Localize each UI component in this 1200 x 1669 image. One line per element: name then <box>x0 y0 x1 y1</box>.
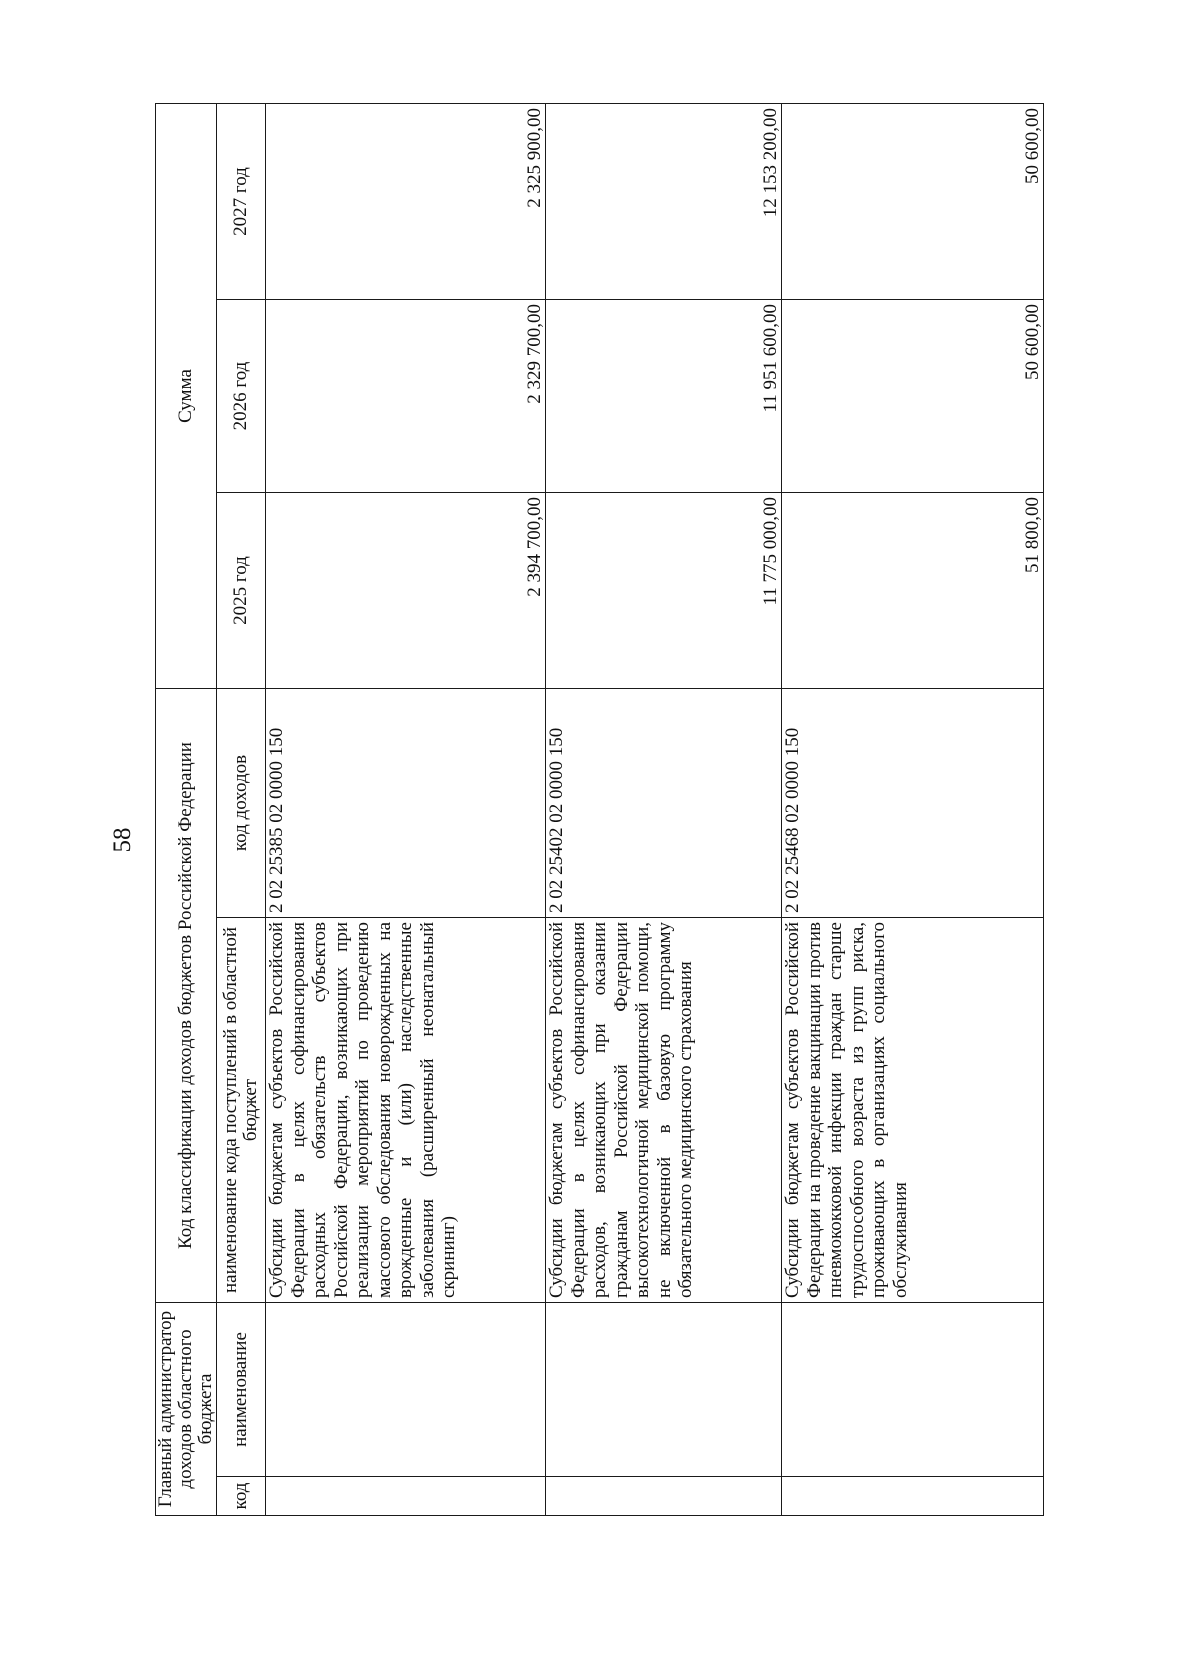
income-name-header: наименование кода поступлений в областной бюджет <box>217 918 266 1303</box>
page-number: 58 <box>109 827 136 853</box>
revenue-table <box>155 103 1044 1516</box>
sum-2027-cell: 2 325 900,00 <box>266 104 546 300</box>
year-2025-header: 2025 год <box>217 493 266 689</box>
sum-2026-cell: 2 329 700,00 <box>266 300 546 493</box>
sum-group-header: Сумма <box>156 104 217 689</box>
income-name-cell: Субсидии бюджетам субъектов Российской Федерации в целях софинансирования расходных обязательств субъектов Российской Федерации, возникающих при реализации мероприятий по проведению массового обследования новорожденных на врожденные и (или) наследственные заболевания (расширенный неонатальный скрининг) <box>266 918 546 1303</box>
table-container <box>155 104 1043 1516</box>
income-name-cell: Субсидии бюджетам субъектов Российской Федерации на проведение вакцинации против пневмококковой инфекции граждан старше трудоспособного возраста из групп риска, проживающих в организациях социального обслуживания <box>782 918 1044 1303</box>
classification-group-header: Код классификации доходов бюджетов Российской Федерации <box>156 689 217 1303</box>
header-row-group <box>156 104 217 1516</box>
admin-code-cell <box>546 1477 782 1516</box>
sum-2025-cell: 51 800,00 <box>782 493 1044 689</box>
sum-2025-cell: 2 394 700,00 <box>266 493 546 689</box>
income-code-cell: 2 02 25468 02 0000 150 <box>782 689 1044 918</box>
sum-2027-cell: 12 153 200,00 <box>546 104 782 300</box>
table-row <box>266 104 546 1516</box>
sum-2025-cell: 11 775 000,00 <box>546 493 782 689</box>
income-name-cell: Субсидии бюджетам субъектов Российской Федерации в целях софинансирования расходов, возникающих при оказании гражданам Российской Федерации высокотехнологичной медицинской помощи, не включенной в базовую программу обязательного медицинского страхования <box>546 918 782 1303</box>
admin-group-header: Главный администратор доходов областного бюджета <box>156 1303 217 1516</box>
admin-code-header: код <box>217 1477 266 1516</box>
table-row <box>546 104 782 1516</box>
admin-code-cell <box>266 1477 546 1516</box>
income-code-header: код доходов <box>217 689 266 918</box>
income-code-cell: 2 02 25402 02 0000 150 <box>546 689 782 918</box>
year-2027-header: 2027 год <box>217 104 266 300</box>
table-row <box>782 104 1044 1516</box>
sum-2026-cell: 50 600,00 <box>782 300 1044 493</box>
income-code-cell: 2 02 25385 02 0000 150 <box>266 689 546 918</box>
admin-name-header: наименование <box>217 1303 266 1477</box>
sum-2027-cell: 50 600,00 <box>782 104 1044 300</box>
header-row-columns <box>217 104 266 1516</box>
admin-name-cell <box>782 1303 1044 1477</box>
year-2026-header: 2026 год <box>217 300 266 493</box>
admin-name-cell <box>266 1303 546 1477</box>
sum-2026-cell: 11 951 600,00 <box>546 300 782 493</box>
admin-name-cell <box>546 1303 782 1477</box>
admin-code-cell <box>782 1477 1044 1516</box>
